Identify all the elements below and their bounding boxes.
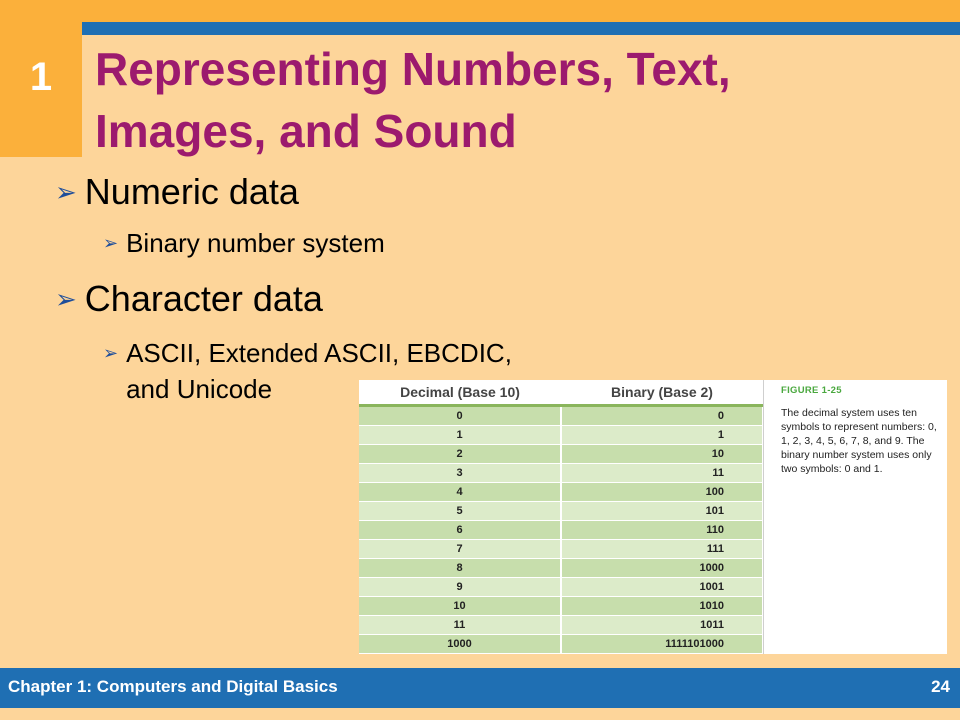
arrow-bullet-icon: ➢: [103, 233, 119, 253]
decimal-cell: 1: [359, 426, 561, 445]
figure-divider: [763, 380, 764, 654]
arrow-bullet-icon: ➢: [103, 343, 119, 363]
binary-cell: 11: [561, 464, 763, 483]
decimal-cell: 7: [359, 540, 561, 559]
table-row: [359, 426, 763, 445]
binary-cell: 1111101000: [561, 635, 763, 654]
table-row: [359, 540, 763, 559]
decimal-cell: 0: [359, 406, 561, 426]
table-row: [359, 445, 763, 464]
bullet-numeric-data: [55, 172, 299, 212]
header-binary: Binary (Base 2): [561, 380, 763, 406]
decimal-cell: 1000: [359, 635, 561, 654]
binary-cell: 1: [561, 426, 763, 445]
table-row: [359, 616, 763, 635]
table-row: [359, 464, 763, 483]
header-decimal: Decimal (Base 10): [359, 380, 561, 406]
footer-strip: [0, 708, 960, 720]
binary-cell: 10: [561, 445, 763, 464]
table-row: [359, 597, 763, 616]
figure-decimal-binary: [359, 380, 947, 654]
table-row: [359, 502, 763, 521]
table-row: [359, 521, 763, 540]
decimal-cell: 6: [359, 521, 561, 540]
table-row: [359, 578, 763, 597]
binary-cell: 1010: [561, 597, 763, 616]
slide-title: [95, 38, 915, 162]
bullet-label: Numeric data: [84, 171, 299, 212]
decimal-binary-table: [359, 380, 764, 654]
table-row: [359, 559, 763, 578]
figure-caption-text: The decimal system uses ten symbols to represent numbers: 0, 1, 2, 3, 4, 5, 6, 7, 8, and 9. The binary number system uses only two symbols: 0 and 1.: [781, 407, 937, 475]
top-blue-bar: [82, 22, 960, 35]
table-row: [359, 635, 763, 654]
footer-chapter-title: Chapter 1: Computers and Digital Basics: [8, 677, 338, 696]
decimal-cell: 10: [359, 597, 561, 616]
figure-caption: [781, 384, 947, 476]
binary-cell: 0: [561, 406, 763, 426]
chapter-number: 1: [0, 22, 82, 157]
binary-cell: 101: [561, 502, 763, 521]
decimal-cell: 2: [359, 445, 561, 464]
bullet-label: Character data: [84, 278, 323, 319]
sub-bullet-line-1: ASCII, Extended ASCII, EBCDIC,: [126, 338, 512, 368]
binary-cell: 1001: [561, 578, 763, 597]
title-line-2: Images, and Sound: [95, 105, 517, 157]
top-orange-bar: [0, 0, 960, 22]
bullet-character-data: [55, 279, 323, 319]
figure-label: FIGURE 1-25: [781, 385, 842, 396]
sub-bullet-label: Binary number system: [126, 228, 385, 258]
binary-cell: 100: [561, 483, 763, 502]
binary-cell: 1011: [561, 616, 763, 635]
title-line-1: Representing Numbers, Text,: [95, 43, 731, 95]
table-row: [359, 483, 763, 502]
decimal-cell: 11: [359, 616, 561, 635]
arrow-bullet-icon: ➢: [55, 284, 77, 314]
binary-cell: 111: [561, 540, 763, 559]
decimal-cell: 5: [359, 502, 561, 521]
table-row: [359, 406, 763, 426]
decimal-cell: 9: [359, 578, 561, 597]
footer-bar: [0, 668, 960, 708]
binary-cell: 1000: [561, 559, 763, 578]
arrow-bullet-icon: ➢: [55, 177, 77, 207]
sub-bullet-binary: [103, 225, 385, 261]
page-number: 24: [931, 677, 950, 696]
decimal-cell: 3: [359, 464, 561, 483]
binary-cell: 110: [561, 521, 763, 540]
decimal-cell: 4: [359, 483, 561, 502]
sub-bullet-line-2: and Unicode: [126, 374, 273, 404]
decimal-cell: 8: [359, 559, 561, 578]
